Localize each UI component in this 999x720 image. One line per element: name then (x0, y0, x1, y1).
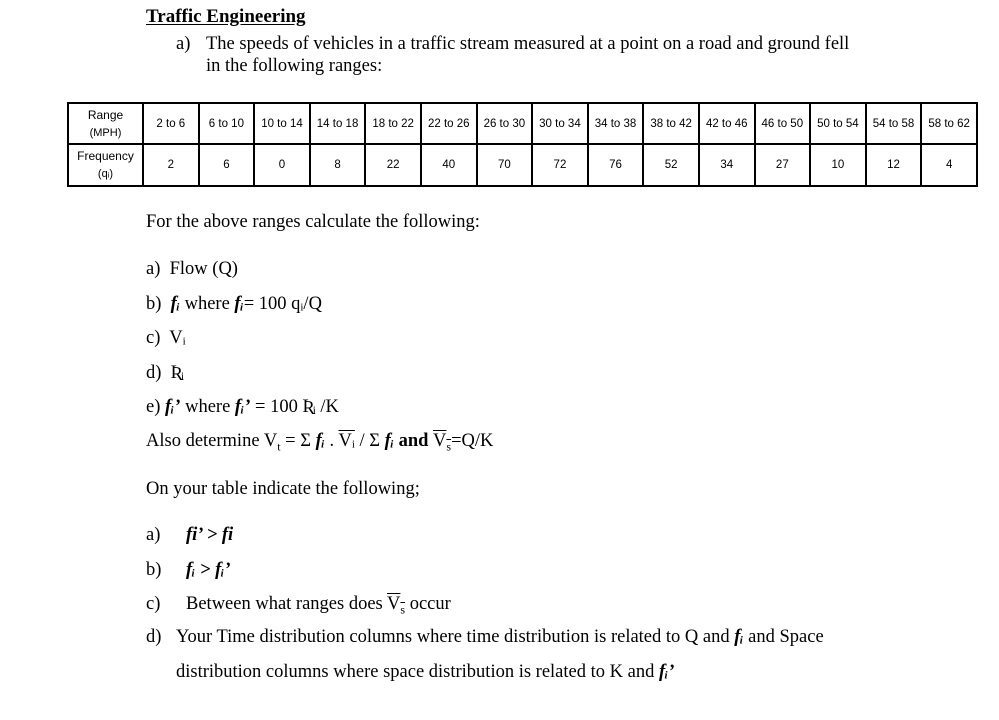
range-cell: 46 to 50 (755, 103, 811, 144)
item-c (146, 328, 186, 349)
indicate-d-line2-pre: distribution columns where space distribution is related to K and (176, 662, 659, 682)
indicate-d-line1-pre: Your Time distribution columns where time distribution is related to Q and (176, 627, 735, 647)
item-c-text: Vᵢ (169, 328, 186, 348)
frequency-cell: 76 (588, 144, 644, 186)
range-cell: 6 to 10 (199, 103, 255, 144)
item-e-f: fᵢ’ (165, 397, 181, 417)
frequency-cell: 10 (810, 144, 866, 186)
also-determine (146, 431, 493, 455)
item-d-text: Ʀᵢ (170, 363, 184, 383)
item-e-label: e) (146, 397, 161, 417)
range-header-line1: Range (87, 107, 124, 122)
item-b-mid: where (179, 294, 235, 314)
item-b-rest: = 100 qᵢ/Q (243, 294, 322, 314)
indicate-c-label: c) (146, 594, 161, 614)
intro-label: a) (176, 34, 191, 54)
also-mid1: = Σ (280, 431, 316, 451)
item-b-label: b) (146, 294, 162, 314)
also-vs (433, 431, 452, 454)
range-cell: 58 to 62 (921, 103, 977, 144)
frequency-cell: 52 (643, 144, 699, 186)
range-row (68, 103, 977, 144)
intro-line-1: The speeds of vehicles in a traffic stream measured at a point on a road and ground fell (206, 34, 850, 54)
intro-paragraph (176, 33, 849, 77)
indicate-c-sub: s (400, 602, 406, 617)
range-cell: 34 to 38 (588, 103, 644, 144)
range-cell: 14 to 18 (310, 103, 366, 144)
frequency-header-line2: (qᵢ) (97, 168, 114, 180)
table-intro: On your table indicate the following; (146, 479, 420, 499)
indicate-a (146, 525, 233, 546)
item-a (146, 259, 238, 280)
frequency-header (68, 144, 143, 186)
frequency-cell: 22 (365, 144, 421, 186)
also-and: and (393, 431, 434, 451)
also-prefix: Also determine V (146, 431, 278, 451)
indicate-c-pre: Between what ranges does (186, 594, 388, 614)
item-a-label: a) (146, 259, 161, 279)
range-cell: 10 to 14 (254, 103, 310, 144)
also-end: =Q/K (451, 431, 494, 451)
intro-line-2: in the following ranges: (206, 56, 383, 76)
range-cell: 50 to 54 (810, 103, 866, 144)
item-d-label: d) (146, 363, 162, 383)
frequency-cell: 72 (532, 144, 588, 186)
also-dot: . (324, 431, 339, 451)
indicate-d-line2 (176, 662, 674, 683)
range-cell: 42 to 46 (699, 103, 755, 144)
page-title: Traffic Engineering (146, 6, 306, 27)
also-mid2: / Σ (354, 431, 385, 451)
frequency-cell: 27 (755, 144, 811, 186)
also-f2: fᵢ (384, 431, 394, 451)
indicate-d-line1-post: and Space (743, 627, 824, 647)
item-e (146, 397, 339, 418)
range-cell: 30 to 34 (532, 103, 588, 144)
indicate-a-text: fi’ > fi (186, 525, 234, 545)
also-sub-t: t (277, 439, 281, 454)
range-header (68, 103, 143, 144)
indicate-b-text: fᵢ > fᵢ’ (186, 560, 231, 580)
item-e-mid: where (180, 397, 235, 417)
frequency-cell: 12 (866, 144, 922, 186)
frequency-cell: 2 (143, 144, 199, 186)
range-cell: 22 to 26 (421, 103, 477, 144)
also-vbar: $\overline{Vᵢ}$ (338, 431, 355, 451)
range-cell: 18 to 22 (365, 103, 421, 144)
indicate-c-v: V (387, 594, 401, 614)
item-d (146, 363, 184, 384)
indicate-d-line1-f: fᵢ (734, 627, 744, 647)
frequency-cell: 0 (254, 144, 310, 186)
item-c-label: c) (146, 328, 161, 348)
indicate-c (146, 594, 451, 618)
also-f1: fᵢ (315, 431, 325, 451)
frequency-cell: 70 (477, 144, 533, 186)
range-header-line2: (MPH) (89, 126, 122, 139)
frequency-cell: 34 (699, 144, 755, 186)
range-cell: 54 to 58 (866, 103, 922, 144)
frequency-cell: 40 (421, 144, 477, 186)
item-b-f: fᵢ (170, 294, 180, 314)
frequency-cell: 4 (921, 144, 977, 186)
range-cell: 2 to 6 (143, 103, 199, 144)
indicate-b-label: b) (146, 560, 162, 580)
indicate-b (146, 560, 231, 581)
item-a-text: Flow (Q) (169, 259, 238, 279)
range-cell: 26 to 30 (477, 103, 533, 144)
also-vs-letter: V (433, 431, 447, 451)
indicate-d (146, 627, 824, 648)
item-b-f2: fᵢ (234, 294, 244, 314)
indicate-d-label: d) (146, 627, 162, 647)
indicate-c-vs (387, 594, 406, 617)
speed-frequency-table (67, 102, 978, 187)
frequency-cell: 8 (310, 144, 366, 186)
item-b (146, 294, 322, 315)
indicate-a-label: a) (146, 525, 161, 545)
frequency-row (68, 144, 977, 186)
item-e-f2: fᵢ’ (234, 397, 251, 417)
range-cell: 38 to 42 (643, 103, 699, 144)
frequency-cell: 6 (199, 144, 255, 186)
item-e-rest: = 100 Ʀᵢ /K (250, 397, 339, 417)
indicate-d-line2-f: fᵢ’ (658, 662, 675, 682)
also-sub-s: s (446, 439, 452, 454)
frequency-header-line1: Frequency (77, 149, 134, 163)
calc-intro: For the above ranges calculate the following: (146, 212, 480, 232)
indicate-c-post: occur (405, 594, 451, 614)
